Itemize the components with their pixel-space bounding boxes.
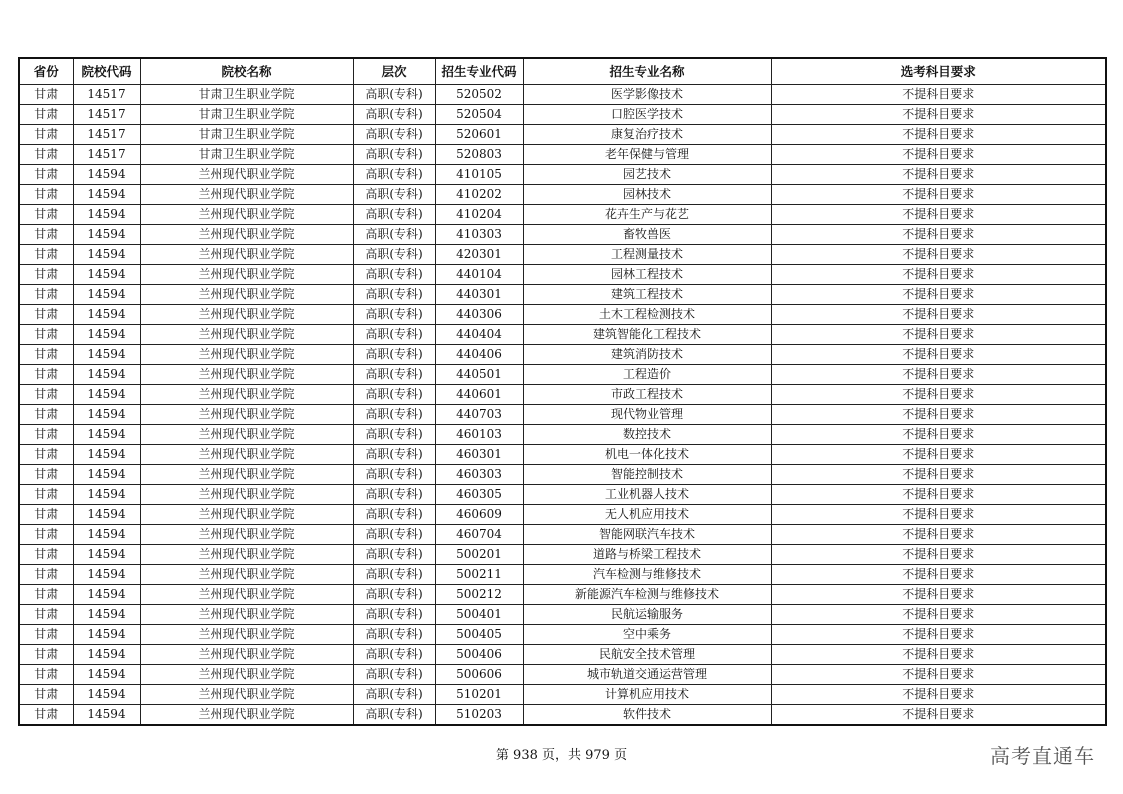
cell-school-code: 14594 — [73, 285, 140, 305]
table-row — [19, 645, 1106, 665]
cell-major-name: 康复治疗技术 — [523, 125, 771, 145]
cell-level: 高职(专科) — [353, 345, 435, 365]
cell-level: 高职(专科) — [353, 405, 435, 425]
cell-major-name: 建筑工程技术 — [523, 285, 771, 305]
cell-major-code: 500401 — [435, 605, 523, 625]
cell-school-code: 14594 — [73, 405, 140, 425]
table-row — [19, 465, 1106, 485]
table-row — [19, 345, 1106, 365]
cell-level: 高职(专科) — [353, 625, 435, 645]
cell-major-code: 460301 — [435, 445, 523, 465]
cell-level: 高职(专科) — [353, 265, 435, 285]
cell-province: 甘肃 — [19, 665, 73, 685]
table-row — [19, 685, 1106, 705]
cell-major-code: 440703 — [435, 405, 523, 425]
cell-major-name: 医学影像技术 — [523, 85, 771, 105]
cell-province: 甘肃 — [19, 225, 73, 245]
cell-school-name: 甘肃卫生职业学院 — [140, 85, 353, 105]
table-row — [19, 665, 1106, 685]
cell-level: 高职(专科) — [353, 365, 435, 385]
cell-level: 高职(专科) — [353, 665, 435, 685]
cell-major-code: 500606 — [435, 665, 523, 685]
table-row — [19, 125, 1106, 145]
cell-major-name: 工业机器人技术 — [523, 485, 771, 505]
cell-level: 高职(专科) — [353, 245, 435, 265]
cell-level: 高职(专科) — [353, 445, 435, 465]
cell-major-code: 460704 — [435, 525, 523, 545]
cell-school-code: 14517 — [73, 105, 140, 125]
table-row — [19, 165, 1106, 185]
cell-province: 甘肃 — [19, 645, 73, 665]
cell-school-code: 14594 — [73, 205, 140, 225]
table-row — [19, 245, 1106, 265]
cell-level: 高职(专科) — [353, 605, 435, 625]
cell-subject-requirement: 不提科目要求 — [771, 165, 1106, 185]
col-header-major-code: 招生专业代码 — [435, 58, 523, 85]
cell-major-code: 440406 — [435, 345, 523, 365]
cell-province: 甘肃 — [19, 545, 73, 565]
cell-level: 高职(专科) — [353, 425, 435, 445]
table-row — [19, 405, 1106, 425]
cell-level: 高职(专科) — [353, 565, 435, 585]
cell-subject-requirement: 不提科目要求 — [771, 365, 1106, 385]
col-header-school-name: 院校名称 — [140, 58, 353, 85]
col-header-level: 层次 — [353, 58, 435, 85]
cell-province: 甘肃 — [19, 445, 73, 465]
cell-school-name: 兰州现代职业学院 — [140, 545, 353, 565]
cell-school-code: 14594 — [73, 685, 140, 705]
col-header-major-name: 招生专业名称 — [523, 58, 771, 85]
table-row — [19, 545, 1106, 565]
cell-school-name: 兰州现代职业学院 — [140, 485, 353, 505]
cell-major-code: 440301 — [435, 285, 523, 305]
table-row — [19, 205, 1106, 225]
cell-school-code: 14594 — [73, 565, 140, 585]
cell-province: 甘肃 — [19, 85, 73, 105]
cell-school-code: 14594 — [73, 225, 140, 245]
cell-major-name: 花卉生产与花艺 — [523, 205, 771, 225]
cell-province: 甘肃 — [19, 245, 73, 265]
cell-school-name: 兰州现代职业学院 — [140, 245, 353, 265]
cell-major-code: 500212 — [435, 585, 523, 605]
cell-major-name: 工程造价 — [523, 365, 771, 385]
cell-school-code: 14594 — [73, 505, 140, 525]
cell-major-name: 园艺技术 — [523, 165, 771, 185]
cell-level: 高职(专科) — [353, 225, 435, 245]
cell-province: 甘肃 — [19, 185, 73, 205]
cell-subject-requirement: 不提科目要求 — [771, 105, 1106, 125]
cell-school-name: 兰州现代职业学院 — [140, 225, 353, 245]
cell-major-name: 城市轨道交通运营管理 — [523, 665, 771, 685]
cell-school-name: 兰州现代职业学院 — [140, 425, 353, 445]
cell-level: 高职(专科) — [353, 525, 435, 545]
cell-major-code: 500405 — [435, 625, 523, 645]
cell-major-code: 510201 — [435, 685, 523, 705]
cell-school-name: 兰州现代职业学院 — [140, 305, 353, 325]
cell-province: 甘肃 — [19, 205, 73, 225]
cell-province: 甘肃 — [19, 705, 73, 726]
cell-subject-requirement: 不提科目要求 — [771, 505, 1106, 525]
cell-province: 甘肃 — [19, 585, 73, 605]
cell-school-code: 14594 — [73, 485, 140, 505]
cell-major-code: 440404 — [435, 325, 523, 345]
cell-subject-requirement: 不提科目要求 — [771, 125, 1106, 145]
cell-major-name: 土木工程检测技术 — [523, 305, 771, 325]
cell-school-code: 14594 — [73, 365, 140, 385]
col-header-province: 省份 — [19, 58, 73, 85]
cell-school-name: 兰州现代职业学院 — [140, 365, 353, 385]
cell-province: 甘肃 — [19, 425, 73, 445]
cell-school-code: 14517 — [73, 145, 140, 165]
cell-school-code: 14594 — [73, 605, 140, 625]
cell-school-code: 14517 — [73, 85, 140, 105]
cell-major-name: 空中乘务 — [523, 625, 771, 645]
cell-subject-requirement: 不提科目要求 — [771, 245, 1106, 265]
cell-level: 高职(专科) — [353, 505, 435, 525]
cell-major-code: 410202 — [435, 185, 523, 205]
cell-level: 高职(专科) — [353, 545, 435, 565]
cell-school-name: 兰州现代职业学院 — [140, 285, 353, 305]
cell-subject-requirement: 不提科目要求 — [771, 445, 1106, 465]
cell-province: 甘肃 — [19, 565, 73, 585]
cell-school-name: 兰州现代职业学院 — [140, 385, 353, 405]
cell-school-name: 兰州现代职业学院 — [140, 685, 353, 705]
cell-province: 甘肃 — [19, 525, 73, 545]
cell-subject-requirement: 不提科目要求 — [771, 325, 1106, 345]
cell-level: 高职(专科) — [353, 205, 435, 225]
cell-province: 甘肃 — [19, 605, 73, 625]
cell-school-code: 14594 — [73, 465, 140, 485]
cell-major-code: 500201 — [435, 545, 523, 565]
cell-level: 高职(专科) — [353, 105, 435, 125]
cell-major-name: 民航运输服务 — [523, 605, 771, 625]
cell-province: 甘肃 — [19, 625, 73, 645]
cell-school-code: 14594 — [73, 165, 140, 185]
cell-subject-requirement: 不提科目要求 — [771, 545, 1106, 565]
cell-school-name: 兰州现代职业学院 — [140, 325, 353, 345]
cell-school-code: 14594 — [73, 305, 140, 325]
cell-school-code: 14517 — [73, 125, 140, 145]
cell-subject-requirement: 不提科目要求 — [771, 265, 1106, 285]
cell-province: 甘肃 — [19, 145, 73, 165]
cell-level: 高职(专科) — [353, 165, 435, 185]
cell-school-name: 兰州现代职业学院 — [140, 185, 353, 205]
cell-major-name: 民航安全技术管理 — [523, 645, 771, 665]
table-header-row — [19, 58, 1106, 85]
cell-school-code: 14594 — [73, 665, 140, 685]
admissions-table — [18, 57, 1107, 726]
cell-province: 甘肃 — [19, 685, 73, 705]
cell-subject-requirement: 不提科目要求 — [771, 185, 1106, 205]
cell-school-code: 14594 — [73, 585, 140, 605]
cell-school-code: 14594 — [73, 245, 140, 265]
cell-major-name: 数控技术 — [523, 425, 771, 445]
cell-subject-requirement: 不提科目要求 — [771, 405, 1106, 425]
cell-major-code: 520502 — [435, 85, 523, 105]
cell-school-name: 兰州现代职业学院 — [140, 345, 353, 365]
watermark-logo: 高考直通车 — [990, 744, 1095, 768]
cell-major-code: 440306 — [435, 305, 523, 325]
cell-school-code: 14594 — [73, 545, 140, 565]
cell-major-name: 智能控制技术 — [523, 465, 771, 485]
cell-major-code: 460609 — [435, 505, 523, 525]
cell-major-code: 460305 — [435, 485, 523, 505]
cell-major-code: 410204 — [435, 205, 523, 225]
admissions-table-container — [18, 57, 1105, 726]
cell-school-code: 14594 — [73, 325, 140, 345]
cell-subject-requirement: 不提科目要求 — [771, 225, 1106, 245]
table-body — [19, 85, 1106, 726]
page-number: 第 938 页，共 979 页 — [495, 748, 628, 763]
cell-school-name: 兰州现代职业学院 — [140, 525, 353, 545]
table-row — [19, 145, 1106, 165]
cell-school-code: 14594 — [73, 185, 140, 205]
cell-level: 高职(专科) — [353, 465, 435, 485]
cell-school-name: 兰州现代职业学院 — [140, 405, 353, 425]
cell-major-name: 道路与桥梁工程技术 — [523, 545, 771, 565]
table-row — [19, 525, 1106, 545]
cell-subject-requirement: 不提科目要求 — [771, 685, 1106, 705]
table-row — [19, 185, 1106, 205]
cell-major-code: 500211 — [435, 565, 523, 585]
cell-level: 高职(专科) — [353, 645, 435, 665]
cell-school-code: 14594 — [73, 525, 140, 545]
cell-province: 甘肃 — [19, 265, 73, 285]
cell-school-name: 兰州现代职业学院 — [140, 605, 353, 625]
cell-major-code: 510203 — [435, 705, 523, 726]
cell-subject-requirement: 不提科目要求 — [771, 645, 1106, 665]
cell-major-code: 440104 — [435, 265, 523, 285]
table-row — [19, 505, 1106, 525]
cell-school-name: 兰州现代职业学院 — [140, 445, 353, 465]
cell-subject-requirement: 不提科目要求 — [771, 425, 1106, 445]
cell-major-code: 460303 — [435, 465, 523, 485]
cell-school-name: 兰州现代职业学院 — [140, 645, 353, 665]
table-row — [19, 365, 1106, 385]
cell-subject-requirement: 不提科目要求 — [771, 385, 1106, 405]
cell-province: 甘肃 — [19, 105, 73, 125]
cell-province: 甘肃 — [19, 325, 73, 345]
cell-subject-requirement: 不提科目要求 — [771, 205, 1106, 225]
table-row — [19, 225, 1106, 245]
cell-subject-requirement: 不提科目要求 — [771, 585, 1106, 605]
cell-school-code: 14594 — [73, 345, 140, 365]
cell-school-code: 14594 — [73, 385, 140, 405]
table-row — [19, 485, 1106, 505]
table-row — [19, 425, 1106, 445]
table-row — [19, 325, 1106, 345]
cell-major-code: 440601 — [435, 385, 523, 405]
cell-major-name: 畜牧兽医 — [523, 225, 771, 245]
cell-subject-requirement: 不提科目要求 — [771, 145, 1106, 165]
table-row — [19, 445, 1106, 465]
cell-level: 高职(专科) — [353, 705, 435, 726]
cell-school-code: 14594 — [73, 705, 140, 726]
cell-major-code: 520601 — [435, 125, 523, 145]
cell-level: 高职(专科) — [353, 305, 435, 325]
cell-province: 甘肃 — [19, 485, 73, 505]
cell-level: 高职(专科) — [353, 185, 435, 205]
cell-major-name: 新能源汽车检测与维修技术 — [523, 585, 771, 605]
cell-major-name: 园林工程技术 — [523, 265, 771, 285]
cell-school-name: 甘肃卫生职业学院 — [140, 145, 353, 165]
cell-major-code: 500406 — [435, 645, 523, 665]
cell-level: 高职(专科) — [353, 385, 435, 405]
cell-level: 高职(专科) — [353, 485, 435, 505]
cell-school-code: 14594 — [73, 645, 140, 665]
cell-major-code: 420301 — [435, 245, 523, 265]
table-row — [19, 605, 1106, 625]
cell-major-name: 现代物业管理 — [523, 405, 771, 425]
table-row — [19, 305, 1106, 325]
cell-school-name: 兰州现代职业学院 — [140, 205, 353, 225]
cell-subject-requirement: 不提科目要求 — [771, 485, 1106, 505]
cell-school-name: 兰州现代职业学院 — [140, 265, 353, 285]
cell-school-name: 兰州现代职业学院 — [140, 465, 353, 485]
cell-school-name: 甘肃卫生职业学院 — [140, 105, 353, 125]
cell-level: 高职(专科) — [353, 285, 435, 305]
cell-province: 甘肃 — [19, 345, 73, 365]
cell-province: 甘肃 — [19, 405, 73, 425]
cell-school-name: 兰州现代职业学院 — [140, 585, 353, 605]
cell-major-code: 520803 — [435, 145, 523, 165]
cell-subject-requirement: 不提科目要求 — [771, 345, 1106, 365]
cell-major-name: 市政工程技术 — [523, 385, 771, 405]
cell-subject-requirement: 不提科目要求 — [771, 605, 1106, 625]
cell-major-name: 建筑消防技术 — [523, 345, 771, 365]
cell-major-name: 汽车检测与维修技术 — [523, 565, 771, 585]
cell-major-code: 460103 — [435, 425, 523, 445]
table-row — [19, 105, 1106, 125]
cell-level: 高职(专科) — [353, 85, 435, 105]
cell-province: 甘肃 — [19, 465, 73, 485]
cell-subject-requirement: 不提科目要求 — [771, 465, 1106, 485]
col-header-subject-requirement: 选考科目要求 — [771, 58, 1106, 85]
cell-school-name: 兰州现代职业学院 — [140, 505, 353, 525]
cell-major-code: 410303 — [435, 225, 523, 245]
cell-province: 甘肃 — [19, 505, 73, 525]
cell-level: 高职(专科) — [353, 325, 435, 345]
cell-major-name: 计算机应用技术 — [523, 685, 771, 705]
cell-province: 甘肃 — [19, 165, 73, 185]
cell-province: 甘肃 — [19, 285, 73, 305]
table-row — [19, 265, 1106, 285]
cell-level: 高职(专科) — [353, 685, 435, 705]
col-header-school-code: 院校代码 — [73, 58, 140, 85]
table-row — [19, 285, 1106, 305]
cell-subject-requirement: 不提科目要求 — [771, 525, 1106, 545]
cell-province: 甘肃 — [19, 125, 73, 145]
cell-major-name: 工程测量技术 — [523, 245, 771, 265]
cell-school-code: 14594 — [73, 625, 140, 645]
cell-major-name: 园林技术 — [523, 185, 771, 205]
cell-province: 甘肃 — [19, 385, 73, 405]
cell-school-name: 兰州现代职业学院 — [140, 165, 353, 185]
cell-school-name: 兰州现代职业学院 — [140, 705, 353, 726]
cell-school-name: 甘肃卫生职业学院 — [140, 125, 353, 145]
table-row — [19, 565, 1106, 585]
cell-subject-requirement: 不提科目要求 — [771, 665, 1106, 685]
cell-major-name: 老年保健与管理 — [523, 145, 771, 165]
cell-major-code: 520504 — [435, 105, 523, 125]
table-row — [19, 385, 1106, 405]
cell-major-name: 机电一体化技术 — [523, 445, 771, 465]
cell-major-name: 无人机应用技术 — [523, 505, 771, 525]
cell-school-name: 兰州现代职业学院 — [140, 665, 353, 685]
cell-school-code: 14594 — [73, 425, 140, 445]
cell-school-code: 14594 — [73, 265, 140, 285]
cell-level: 高职(专科) — [353, 125, 435, 145]
table-row — [19, 625, 1106, 645]
cell-school-code: 14594 — [73, 445, 140, 465]
cell-subject-requirement: 不提科目要求 — [771, 305, 1106, 325]
table-row — [19, 585, 1106, 605]
cell-school-name: 兰州现代职业学院 — [140, 565, 353, 585]
cell-major-code: 410105 — [435, 165, 523, 185]
cell-major-name: 软件技术 — [523, 705, 771, 726]
table-row — [19, 705, 1106, 726]
cell-province: 甘肃 — [19, 305, 73, 325]
cell-subject-requirement: 不提科目要求 — [771, 625, 1106, 645]
cell-level: 高职(专科) — [353, 145, 435, 165]
cell-province: 甘肃 — [19, 365, 73, 385]
table-row — [19, 85, 1106, 105]
cell-major-name: 智能网联汽车技术 — [523, 525, 771, 545]
cell-subject-requirement: 不提科目要求 — [771, 705, 1106, 726]
cell-subject-requirement: 不提科目要求 — [771, 285, 1106, 305]
cell-major-name: 口腔医学技术 — [523, 105, 771, 125]
cell-major-code: 440501 — [435, 365, 523, 385]
cell-level: 高职(专科) — [353, 585, 435, 605]
cell-subject-requirement: 不提科目要求 — [771, 85, 1106, 105]
cell-major-name: 建筑智能化工程技术 — [523, 325, 771, 345]
cell-subject-requirement: 不提科目要求 — [771, 565, 1106, 585]
cell-school-name: 兰州现代职业学院 — [140, 625, 353, 645]
